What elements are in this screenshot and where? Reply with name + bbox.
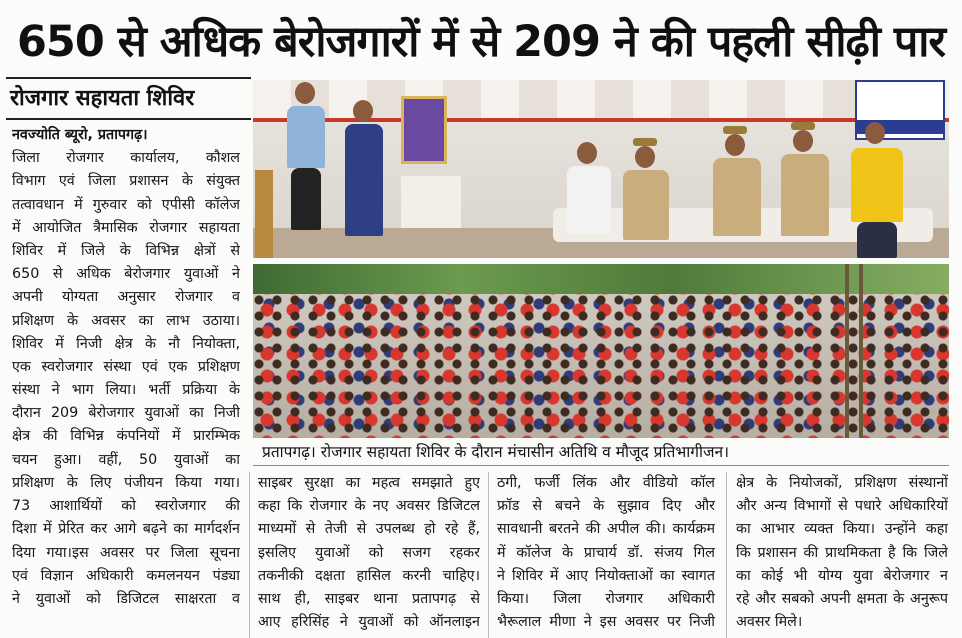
text-line: कि प्रशासन की प्राथमिकता है कि जिले (736, 544, 948, 561)
text-line: ने युवाओं को डिजिटल साक्षरता व (12, 590, 240, 607)
text-line: साथ ही, साइबर थाना प्रतापगढ़ से (258, 590, 480, 607)
text-line: शिविर में जिले के विभिन्न क्षेत्रों से (12, 242, 240, 259)
text-line: में कॉलेज के प्राचार्य डॉ. संजय गिल (497, 544, 715, 561)
text-line: ने शिविर में आए नियोक्ताओं का स्वागत (497, 567, 715, 584)
text-line: भैरूलाल मीणा ने इस अवसर पर निजी (497, 614, 715, 631)
divider-rule (6, 118, 251, 120)
column-separator (488, 472, 489, 638)
subheadline: रोजगार सहायता शिविर (10, 86, 195, 111)
text-line: चयन हुआ। वहीं, 50 युवाओं का (12, 451, 240, 468)
tent-pole (859, 264, 863, 438)
divider-rule (6, 77, 251, 79)
text-line: फ्रॉड से बचने के सुझाव दिए और (497, 498, 715, 515)
caption-rule (253, 465, 949, 466)
column-separator (726, 472, 727, 638)
text-line: इसलिए युवाओं को सजग रहकर (258, 544, 480, 561)
text-line: माध्यमों से तेजी से उपलब्ध हो रहे हैं, (258, 521, 480, 538)
stage-photo (253, 80, 949, 258)
text-line: अवसर मिले। (736, 614, 803, 631)
text-line: प्रशिक्षण के अवसर का लाभ उठाया। (12, 312, 240, 329)
text-line: कहा कि रोजगार के नए अवसर डिजिटल (258, 498, 480, 515)
text-line: एवं विज्ञान अधिकारी कमलनयन पंड्या (12, 567, 240, 584)
podium (255, 170, 273, 258)
text-line: तत्वावधान में गुरुवार को एपीसी कॉलेज (12, 196, 240, 213)
text-line: दिशा में प्रेरित कर आगे बढ़ने का मार्गदर्शन (12, 521, 240, 538)
framed-portrait (401, 96, 447, 164)
text-line: एक स्वरोजगार संस्था एवं एक प्रशिक्षण (12, 358, 240, 375)
tent-pole (845, 264, 849, 438)
column-separator (249, 472, 250, 638)
article-column-2 (258, 472, 480, 634)
text-line: अपनी योग्यता अनुसार रोजगार व (12, 289, 240, 306)
byline: नवज्योति ब्यूरो, प्रतापगढ़। (12, 127, 148, 143)
headline: 650 से अधिक बेरोजगारों में से 209 ने की पहली सीढ़ी पार (16, 16, 946, 67)
text-line: का कोई भी योग्य युवा बेरोजगार न (736, 567, 948, 584)
text-line: क्षेत्र की विभिन्न कंपनियों में प्रारम्भिक (12, 428, 240, 445)
text-line: रहे और सबको अपनी क्षमता के अनुरूप (736, 590, 948, 607)
text-line: में आयोजित त्रैमासिक रोजगार सहायता (12, 219, 240, 236)
article-column-1-continued (12, 472, 240, 611)
text-line: 650 से अधिक बेरोजगार युवाओं ने (12, 266, 240, 283)
article-column-3 (497, 472, 715, 634)
text-line: ठगी, फर्जी लिंक और वीडियो कॉल (497, 475, 715, 491)
text-line: दिया गया।इस अवसर पर जिला सूचना (12, 544, 240, 561)
text-line: 73 आशार्थियों को स्वरोजगार की (12, 498, 240, 515)
text-line: तकनीकी दक्षता हासिल करनी चाहिए। (258, 567, 480, 584)
text-line: शिविर में निजी क्षेत्र के नौ नियोक्ता, (12, 335, 240, 352)
article-column-4 (736, 472, 948, 634)
audience-photo (253, 264, 949, 438)
side-table (401, 176, 461, 228)
text-line: संस्था ने भाग लिया। भर्ती प्रक्रिया के (12, 382, 240, 399)
text-line: क्षेत्र के नियोजकों, प्रशिक्षण संस्थानों (736, 475, 948, 491)
article-column-1 (12, 124, 240, 472)
text-line: जिला रोजगार कार्यालय, कौशल (12, 150, 240, 167)
text-line: का आभार व्यक्त किया। उन्होंने कहा (736, 521, 948, 538)
text-line: और अन्य विभागों से पधारे अधिकारियों (736, 498, 948, 515)
text-line: किया। जिला रोजगार अधिकारी (497, 590, 715, 607)
text-line: साइबर सुरक्षा का महत्व समझाते हुए (258, 475, 480, 491)
text-line: विभाग एवं जिला प्रशासन के संयुक्त (12, 173, 240, 190)
text-line: सावधानी बरतने की अपील की। कार्यक्रम (497, 521, 715, 538)
text-line: आए हरिसिंह ने युवाओं को ऑनलाइन (258, 614, 480, 631)
text-line: प्रशिक्षण के लिए पंजीयन किया गया। (12, 475, 240, 491)
photo-caption: प्रतापगढ़। रोजगार सहायता शिविर के दौरान मंचासीन अतिथि व मौजूद प्रतिभागीजन। (262, 443, 729, 461)
text-line: दौरान 209 बेरोजगार युवाओं का निजी (12, 405, 240, 422)
